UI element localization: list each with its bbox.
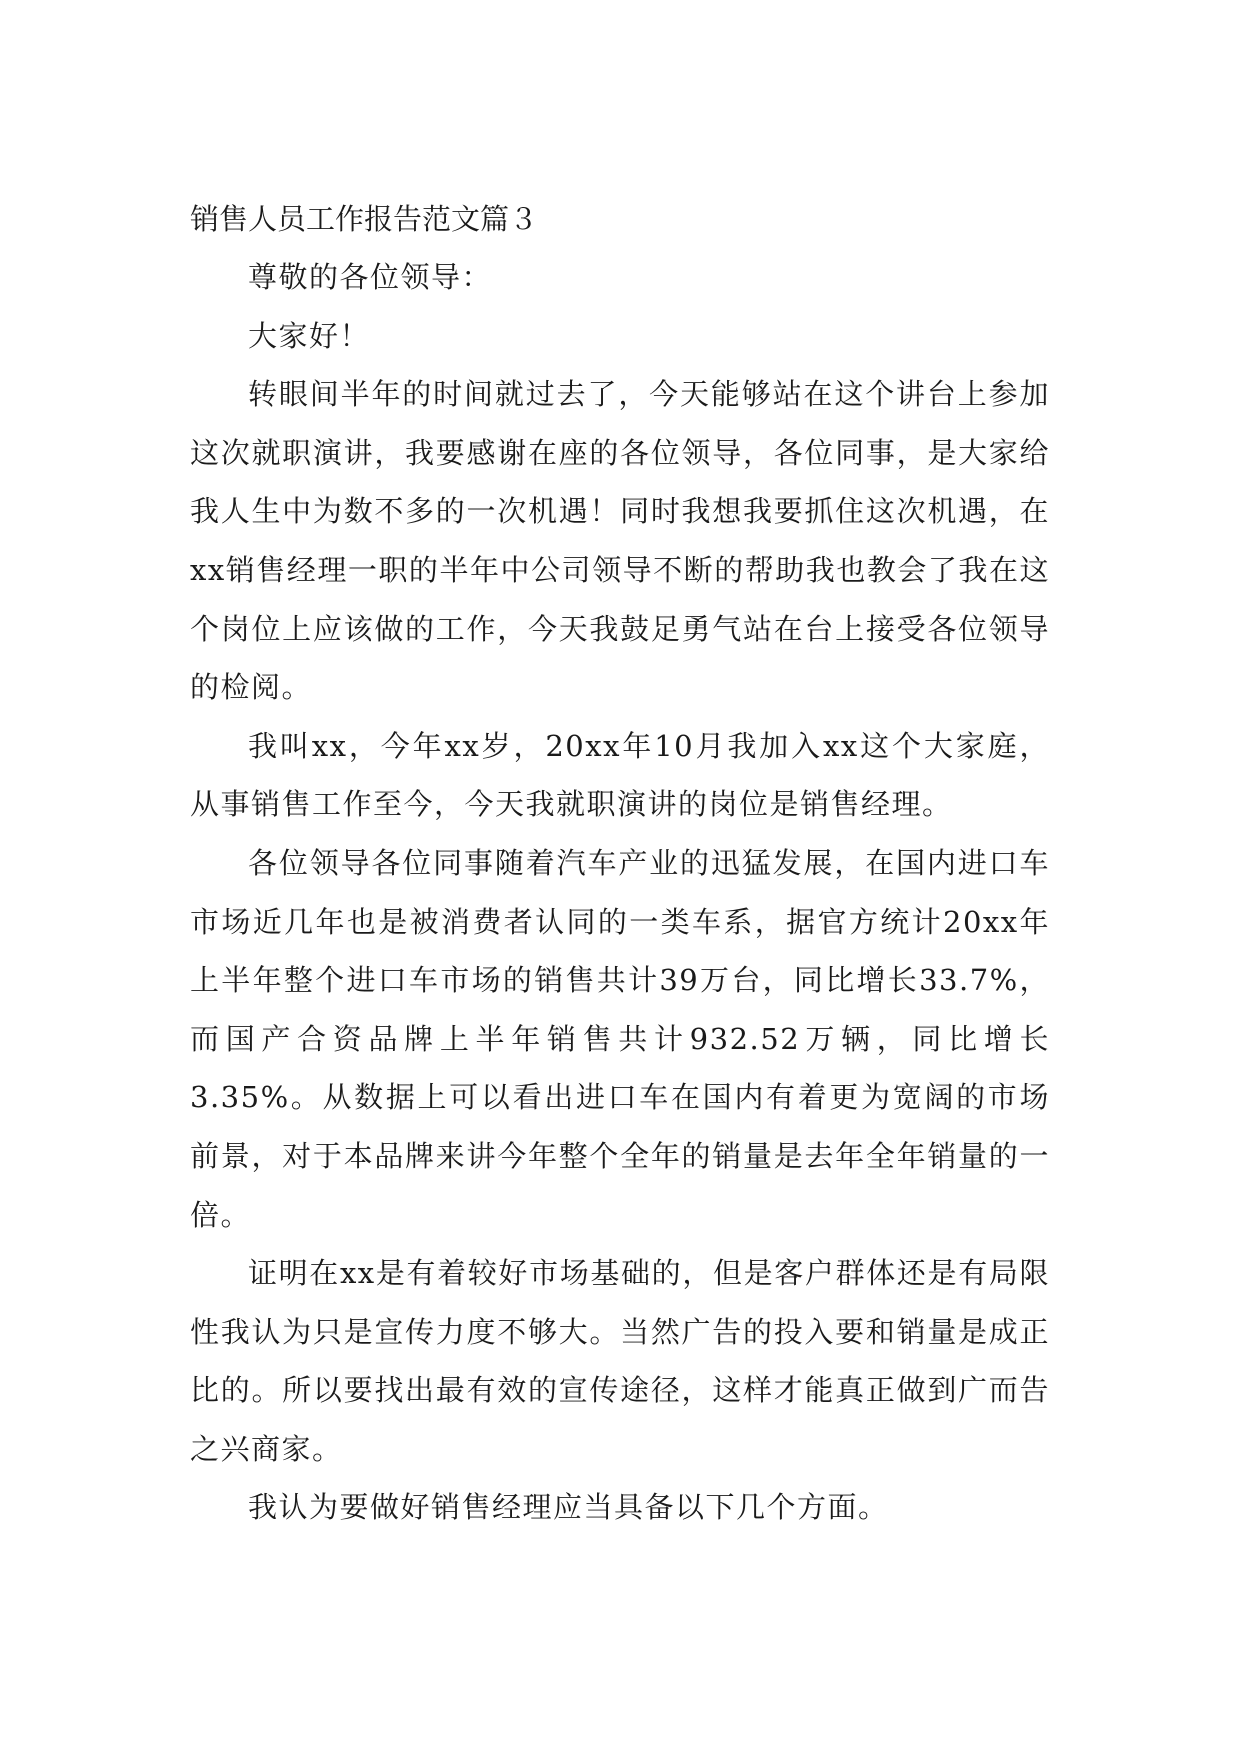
paragraph-market-analysis: 各位领导各位同事随着汽车产业的迅猛发展，在国内进口车市场近几年也是被消费者认同的一类车系，据官方统计20xx年上半年整个进口车市场的销售共计39万台，同比增长33.7%，而国产合资品牌上半年销售共计932.52万辆，同比增长3.35%。从数据上可以看出进口车在国内有着更为宽阔的市场前景，对于本品牌来讲今年整个全年的销量是去年全年销量的一倍。 [190,845,1050,1232]
paragraph-salutation: 尊敬的各位领导： [248,260,493,294]
paragraph-self-introduction: 我叫xx，今年xx岁，20xx年10月我加入xx这个大家庭，从事销售工作至今，今天我就职演讲的岗位是销售经理。 [190,728,1050,822]
paragraph-opening: 转眼间半年的时间就过去了，今天能够站在这个讲台上参加这次就职演讲，我要感谢在座的各位领导，各位同事，是大家给我人生中为数不多的一次机遇！同时我想我要抓住这次机遇，在xx销售经理一职的半年中公司领导不断的帮助我也教会了我在这个岗位上应该做的工作，今天我鼓足勇气站在台上接受各位领导的检阅。 [190,377,1050,705]
paragraph-marketing: 证明在xx是有着较好市场基础的，但是客户群体还是有局限性我认为只是宣传力度不够大。当然广告的投入要和销量是成正比的。所以要找出最有效的宣传途径，这样才能真正做到广而告之兴商家。 [190,1256,1050,1466]
document-title: 销售人员工作报告范文篇３ [190,202,539,236]
paragraph-requirements: 我认为要做好销售经理应当具备以下几个方面。 [248,1490,889,1525]
document-page [190,190,1050,1537]
paragraph-greeting: 大家好！ [248,318,371,353]
